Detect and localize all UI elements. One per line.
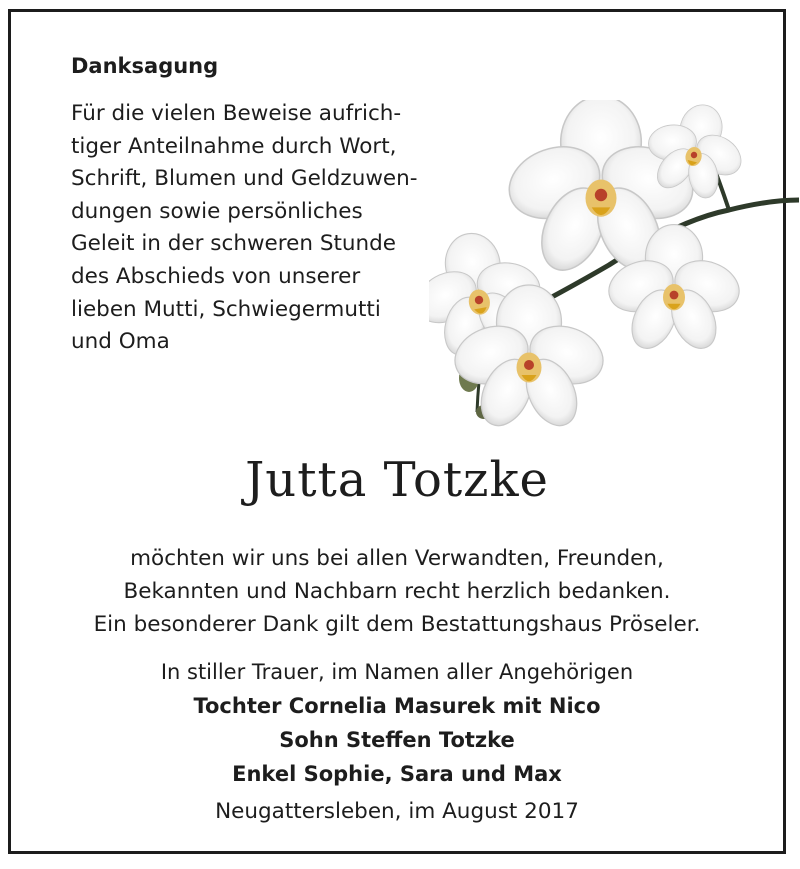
intro-line: tiger Anteilnahme durch Wort,	[71, 133, 397, 159]
intro-line: dungen sowie persönliches	[71, 198, 363, 224]
notice-frame	[8, 9, 786, 854]
intro-line: des Abschieds von unserer	[71, 263, 361, 289]
thanks-line: Ein besonderer Dank gilt dem Bestattungshaus Pröseler.	[93, 612, 701, 637]
deceased-name: Jutta Totzke	[245, 452, 549, 508]
intro-line: und Oma	[71, 329, 170, 355]
notice-heading: Danksagung	[71, 54, 219, 78]
thanks-line: Bekannten und Nachbarn recht herzlich bedanken.	[123, 579, 671, 604]
mourner-line: Enkel Sophie, Sara und Max	[232, 762, 562, 786]
intro-line: Für die vielen Beweise aufrich-	[71, 101, 402, 126]
orchid-flowers-icon	[429, 100, 800, 430]
mourner-line: Tochter Cornelia Masurek mit Nico	[193, 694, 601, 718]
mourners-block	[11, 655, 783, 791]
intro-line: Schrift, Blumen und Geldzuwen-	[71, 166, 418, 192]
intro-line: Geleit in der schweren Stunde	[71, 231, 397, 257]
intro-line: lieben Mutti, Schwiegermutti	[71, 296, 381, 322]
thanks-line: möchten wir uns bei allen Verwandten, Freunden,	[130, 546, 664, 571]
intro-text	[71, 98, 418, 359]
thanks-text	[11, 542, 783, 641]
mourners-intro: In stiller Trauer, im Namen aller Angehörigen	[160, 660, 634, 684]
mourner-line: Sohn Steffen Totzke	[279, 728, 515, 752]
place-date: Neugattersleben, im August 2017	[215, 799, 579, 824]
